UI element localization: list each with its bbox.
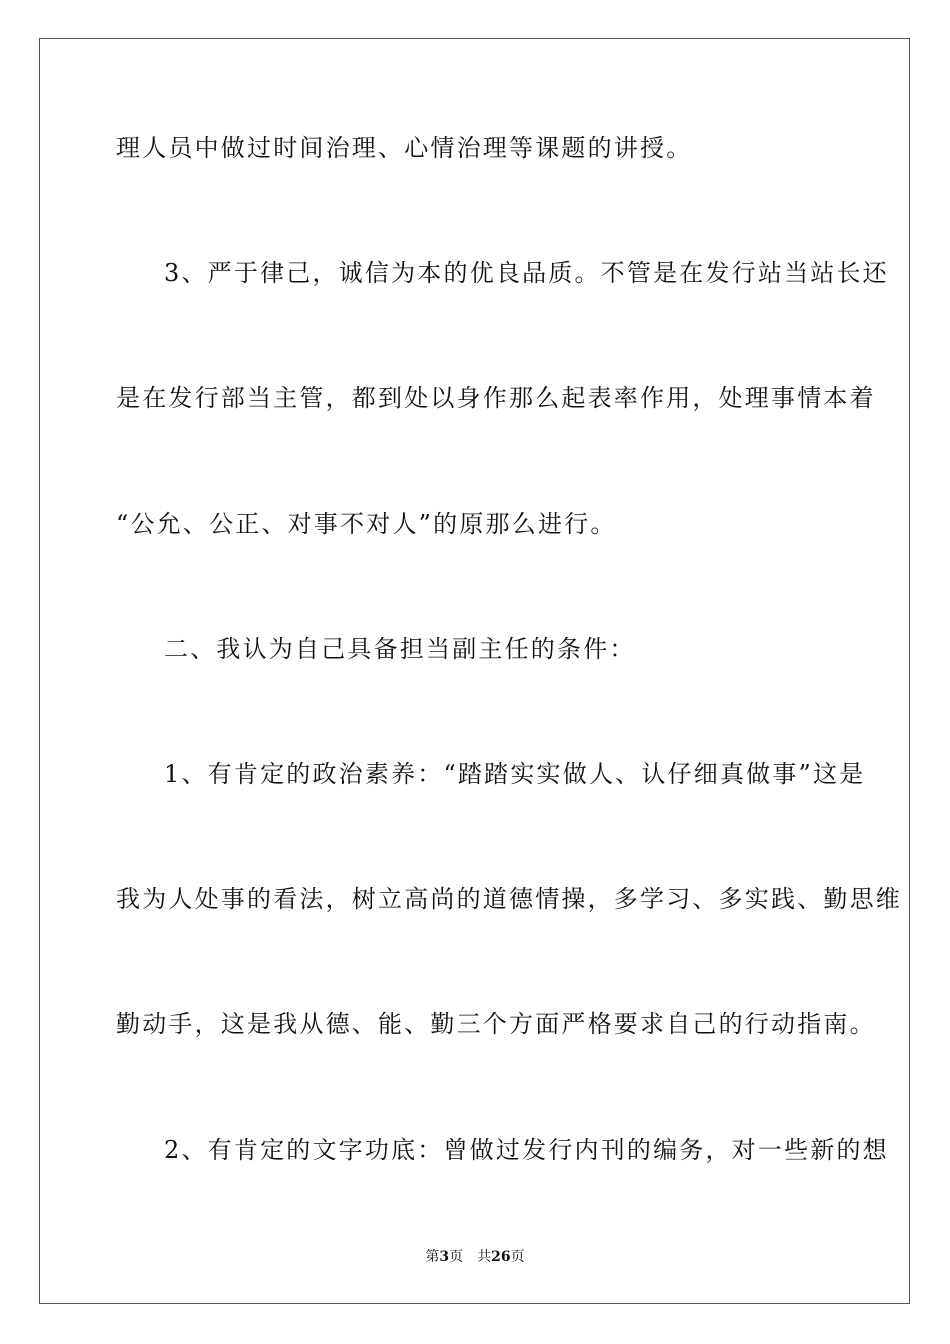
body-line-3: 是在发行部当主管，都到处以身作那么起表率作用，处理事情本着 [116,384,876,412]
body-line-7: 我为人处事的看法，树立高尚的道德情操，多学习、多实践、勤思维 [116,885,902,913]
page-border [39,38,910,1304]
page-footer [0,1248,950,1266]
body-line-9: 2、有肯定的文字功底：曾做过发行内刊的编务，对一些新的想 [164,1136,889,1164]
footer-total-unit: 页 [510,1249,525,1265]
footer-page-total: 26 [491,1249,511,1265]
body-line-8: 勤动手，这是我从德、能、勤三个方面严格要求自己的行动指南。 [116,1010,876,1038]
footer-page-prefix: 第 [425,1249,440,1265]
body-line-1: 理人员中做过时间治理、心情治理等课题的讲授。 [116,134,693,162]
body-line-5: 二、我认为自己具备担当副主任的条件： [164,635,636,663]
footer-total-prefix: 共 [477,1249,492,1265]
body-line-6: 1、有肯定的政治素养：“踏踏实实做人、认仔细真做事”这是 [164,760,866,788]
body-line-2: 3、严于律己，诚信为本的优良品质。不管是在发行站当站长还 [164,259,889,287]
body-line-4: “公允、公正、对事不对人”的原那么进行。 [116,510,617,538]
footer-page-unit: 页 [449,1249,464,1265]
footer-page-current: 3 [439,1249,450,1265]
